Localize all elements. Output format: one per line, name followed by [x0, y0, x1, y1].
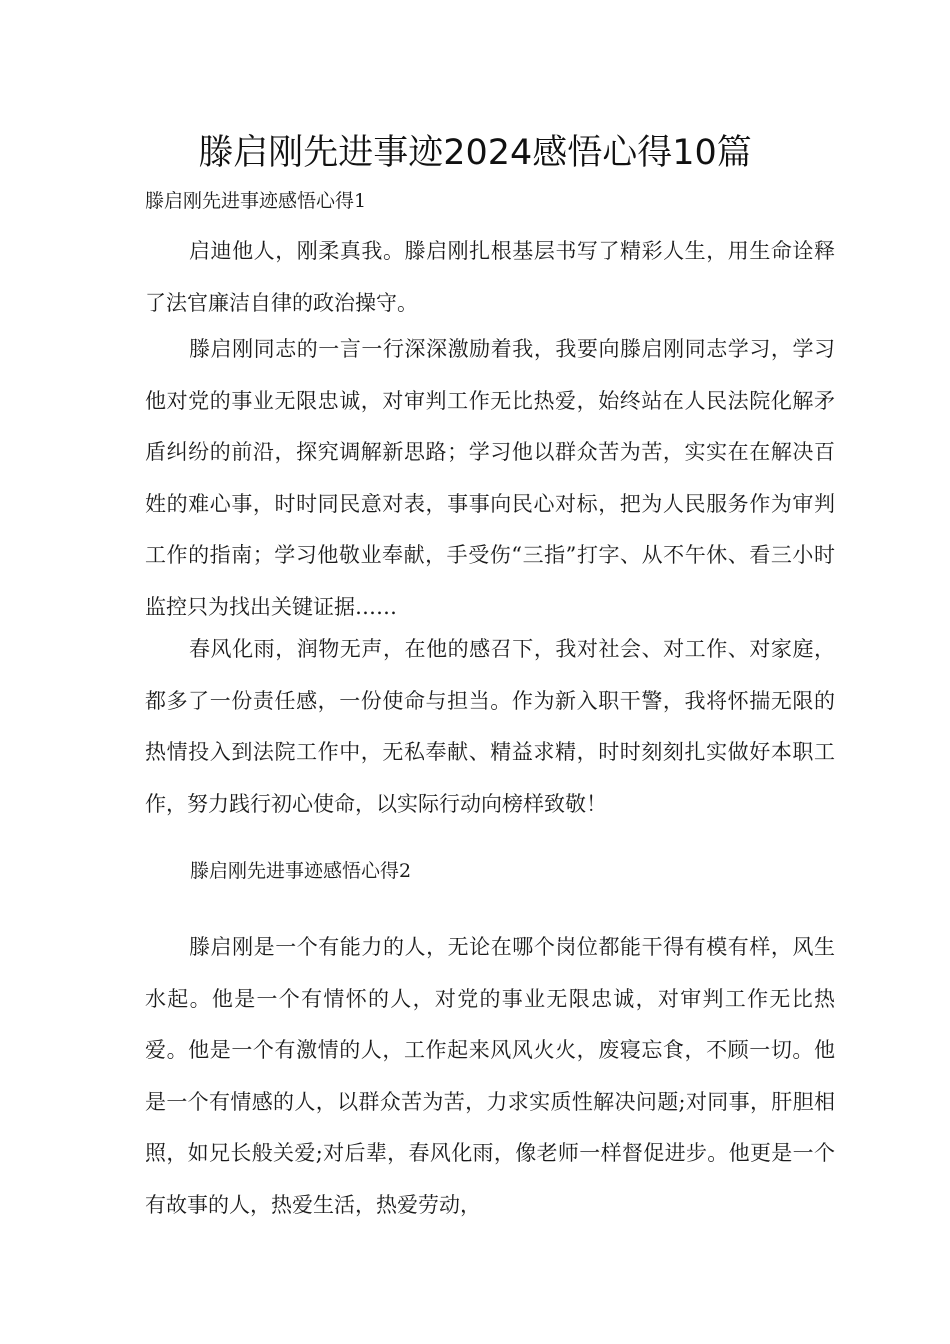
section-1-paragraph-1: 启迪他人，刚柔真我。滕启刚扎根基层书写了精彩人生，用生命诠释了法官廉洁自律的政治操守。 [145, 239, 835, 315]
section-2-heading: 滕启刚先进事迹感悟心得2 [190, 860, 412, 882]
section-1-paragraph-3: 春风化雨，润物无声，在他的感召下，我对社会、对工作、对家庭，都多了一份责任感，一份使命与担当。作为新入职干警，我将怀揣无限的热情投入到法院工作中，无私奉献、精益求精，时时刻刻扎实做好本职工作，努力践行初心使命，以实际行动向榜样致敬！ [145, 637, 835, 816]
section-2-paragraph-1: 滕启刚是一个有能力的人，无论在哪个岗位都能干得有模有样，风生水起。他是一个有情怀的人，对党的事业无限忠诚，对审判工作无比热爱。他是一个有激情的人，工作起来风风火火，废寝忘食，不顾一切。他是一个有情感的人，以群众苦为苦，力求实质性解决问题;对同事，肝胆相照，如兄长般关爱;对后辈，春风化雨，像老师一样督促进步。他更是一个有故事的人，热爱生活，热爱劳动， [145, 935, 835, 1217]
section-1-heading: 滕启刚先进事迹感悟心得1 [145, 190, 367, 212]
document-title: 滕启刚先进事迹2024感悟心得10篇 [198, 133, 752, 173]
section-1-paragraph-2: 滕启刚同志的一言一行深深激励着我，我要向滕启刚同志学习，学习他对党的事业无限忠诚，对审判工作无比热爱，始终站在人民法院化解矛盾纠纷的前沿，探究调解新思路；学习他以群众苦为苦，实实在在解决百姓的难心事，时时同民意对表，事事向民心对标，把为人民服务作为审判工作的指南；学习他敬业奉献，手受伤“三指”打字、从不午休、看三小时监控只为找出关键证据…… [145, 337, 835, 619]
